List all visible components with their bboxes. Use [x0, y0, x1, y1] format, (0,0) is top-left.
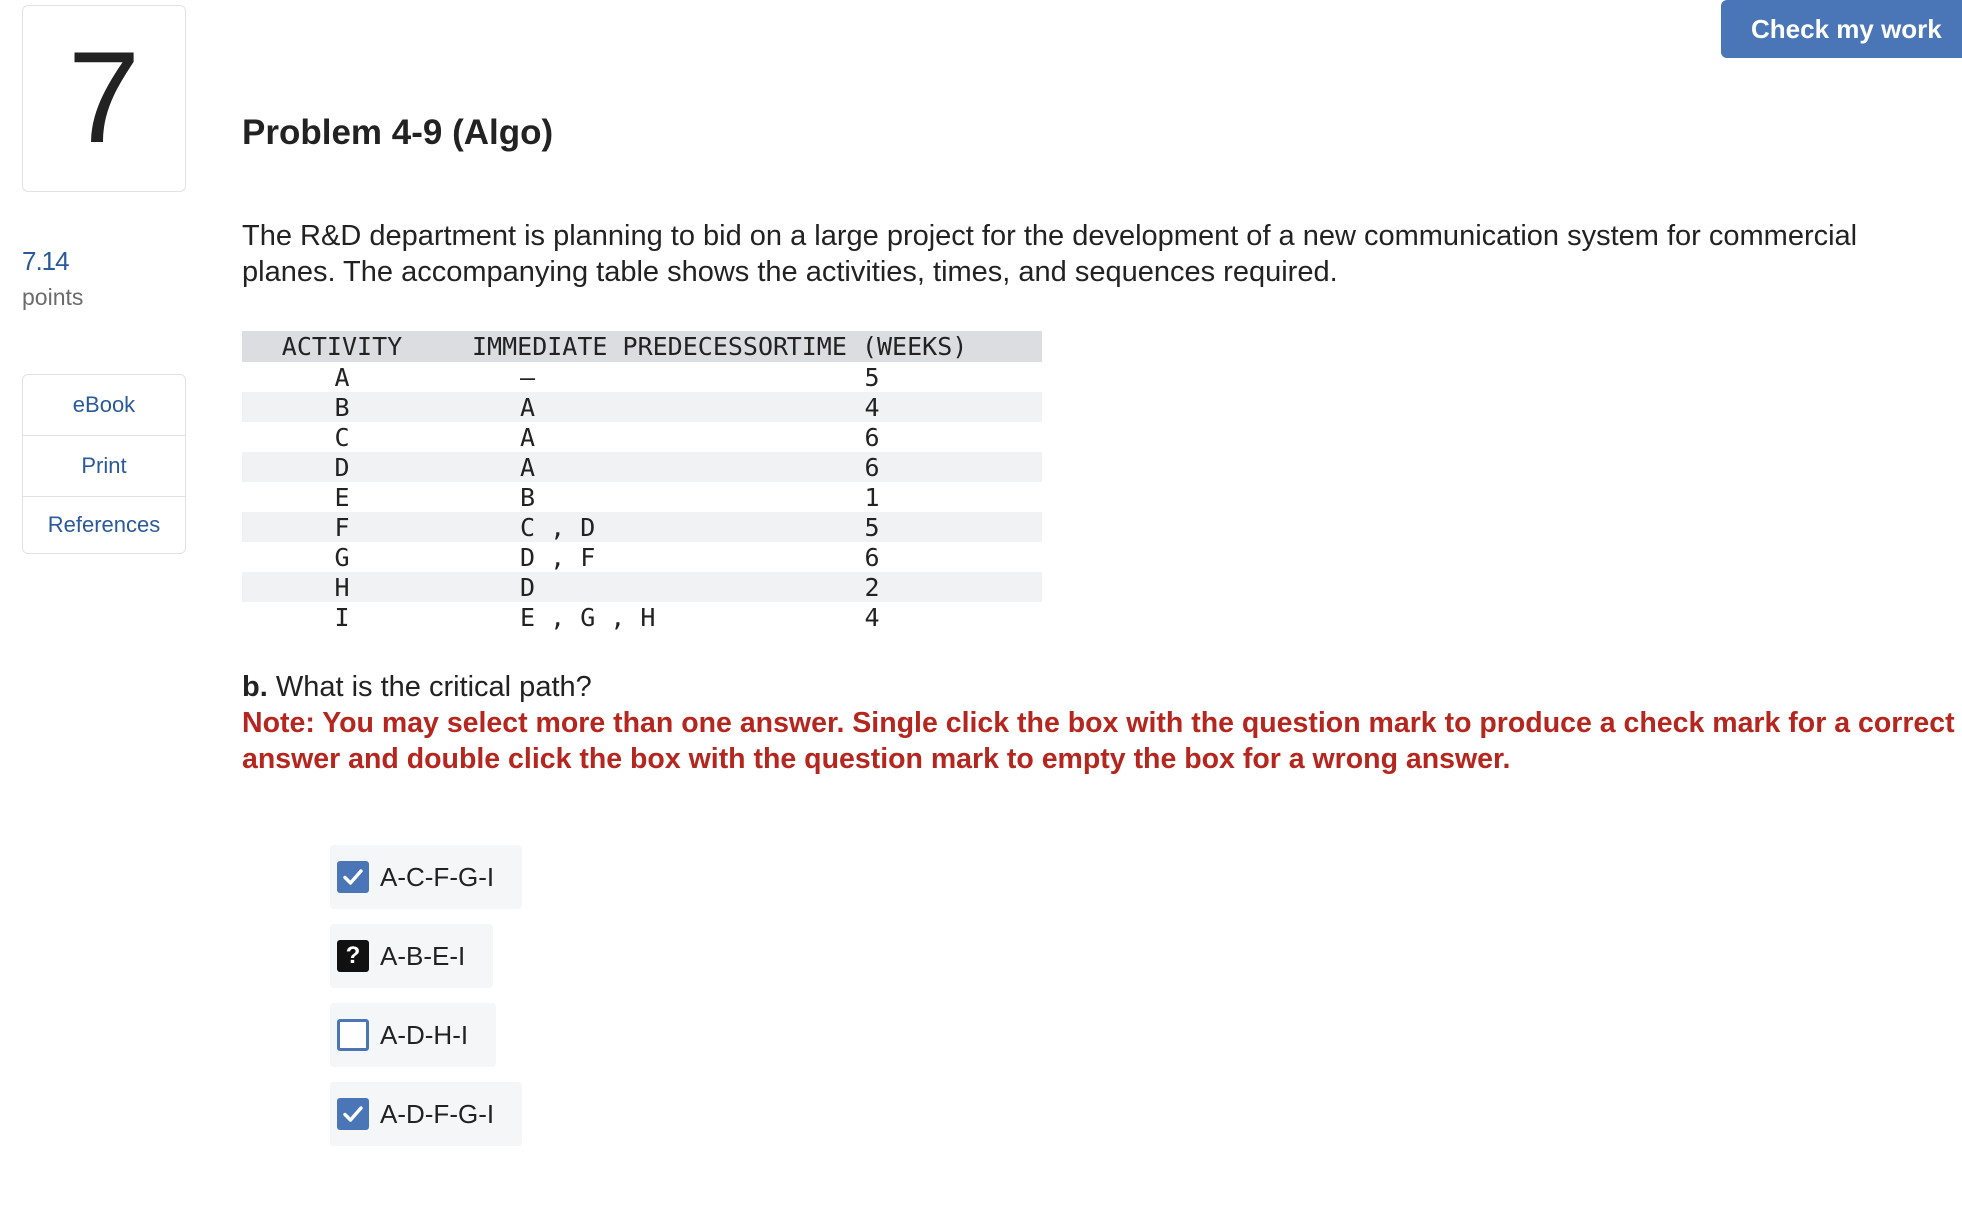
activity-cell: G [334, 542, 350, 572]
predecessor-cell: B [520, 482, 536, 512]
part-label: b. [242, 671, 268, 703]
empty-box-icon[interactable] [337, 1019, 369, 1051]
header-time: TIME (WEEKS) [786, 332, 968, 361]
answer-option[interactable] [330, 924, 493, 988]
ebook-link[interactable]: eBook [23, 375, 185, 436]
time-cell: 2 [864, 572, 880, 602]
time-cell: 6 [864, 422, 880, 452]
predecessor-cell: A [520, 452, 536, 482]
header-predecessor: IMMEDIATE PREDECESSOR [472, 332, 789, 361]
header-activity: ACTIVITY [281, 332, 403, 361]
predecessor-cell: D [520, 572, 536, 602]
table-header-row [242, 331, 1042, 362]
time-cell: 1 [864, 482, 880, 512]
table-row [242, 512, 1042, 542]
points-label: points [22, 284, 84, 310]
table-row [242, 452, 1042, 482]
time-cell: 6 [864, 542, 880, 572]
predecessor-cell: C , D [520, 512, 596, 542]
predecessor-cell: A [520, 392, 536, 422]
checkmark-icon[interactable] [337, 1098, 369, 1130]
time-cell: 6 [864, 452, 880, 482]
option-label: A-B-E-I [380, 940, 466, 971]
activity-cell: D [334, 452, 350, 482]
problem-title: Problem 4-9 (Algo) [242, 113, 554, 152]
table-row [242, 422, 1042, 452]
predecessor-cell: E , G , H [520, 602, 656, 632]
references-link[interactable]: References [47, 512, 161, 537]
table-row [242, 602, 1042, 632]
print-link[interactable]: Print [23, 436, 185, 497]
activity-table [242, 331, 1042, 632]
activity-cell: I [334, 602, 350, 632]
checkmark-icon[interactable] [337, 861, 369, 893]
question-b [242, 669, 592, 705]
table-row [242, 482, 1042, 512]
table-row [242, 542, 1042, 572]
option-label: A-D-F-G-I [380, 1098, 495, 1129]
table-row [242, 362, 1042, 392]
question-number-card [22, 5, 186, 192]
time-cell: 4 [864, 602, 880, 632]
time-cell: 4 [864, 392, 880, 422]
question-icon[interactable]: ? [337, 940, 369, 972]
activity-cell: C [334, 422, 350, 452]
predecessor-cell: A [520, 422, 536, 452]
table-row [242, 392, 1042, 422]
table-row [242, 572, 1042, 602]
instruction-note: Note: You may select more than one answer. Single click the box with the question mark to produce a check mark for a correct answer and double click the box with the question mark to empty the box for a wrong answer. [242, 707, 1955, 775]
activity-cell: F [334, 512, 350, 542]
check-my-work-button[interactable]: Check my work [1721, 0, 1962, 58]
answer-option[interactable] [330, 1003, 496, 1067]
resource-links [22, 374, 186, 554]
activity-cell: B [334, 392, 350, 422]
time-cell: 5 [864, 512, 880, 542]
answer-option[interactable] [330, 1082, 522, 1146]
option-label: A-D-H-I [380, 1019, 469, 1050]
question-text: What is the critical path? [275, 671, 592, 703]
question-number: 7 [67, 23, 141, 170]
predecessor-cell: D , F [520, 542, 596, 572]
option-label: A-C-F-G-I [380, 861, 495, 892]
activity-cell: H [334, 572, 350, 602]
answer-option[interactable] [330, 845, 522, 909]
time-cell: 5 [864, 362, 880, 392]
activity-cell: A [334, 362, 350, 392]
predecessor-cell: – [520, 362, 536, 392]
problem-intro: The R&D department is planning to bid on a large project for the development of a new communication system for commercial planes. The accompanying table shows the activities, times, and sequences required. [242, 220, 1858, 288]
points-value: 7.14 [22, 246, 69, 276]
activity-cell: E [334, 482, 350, 512]
